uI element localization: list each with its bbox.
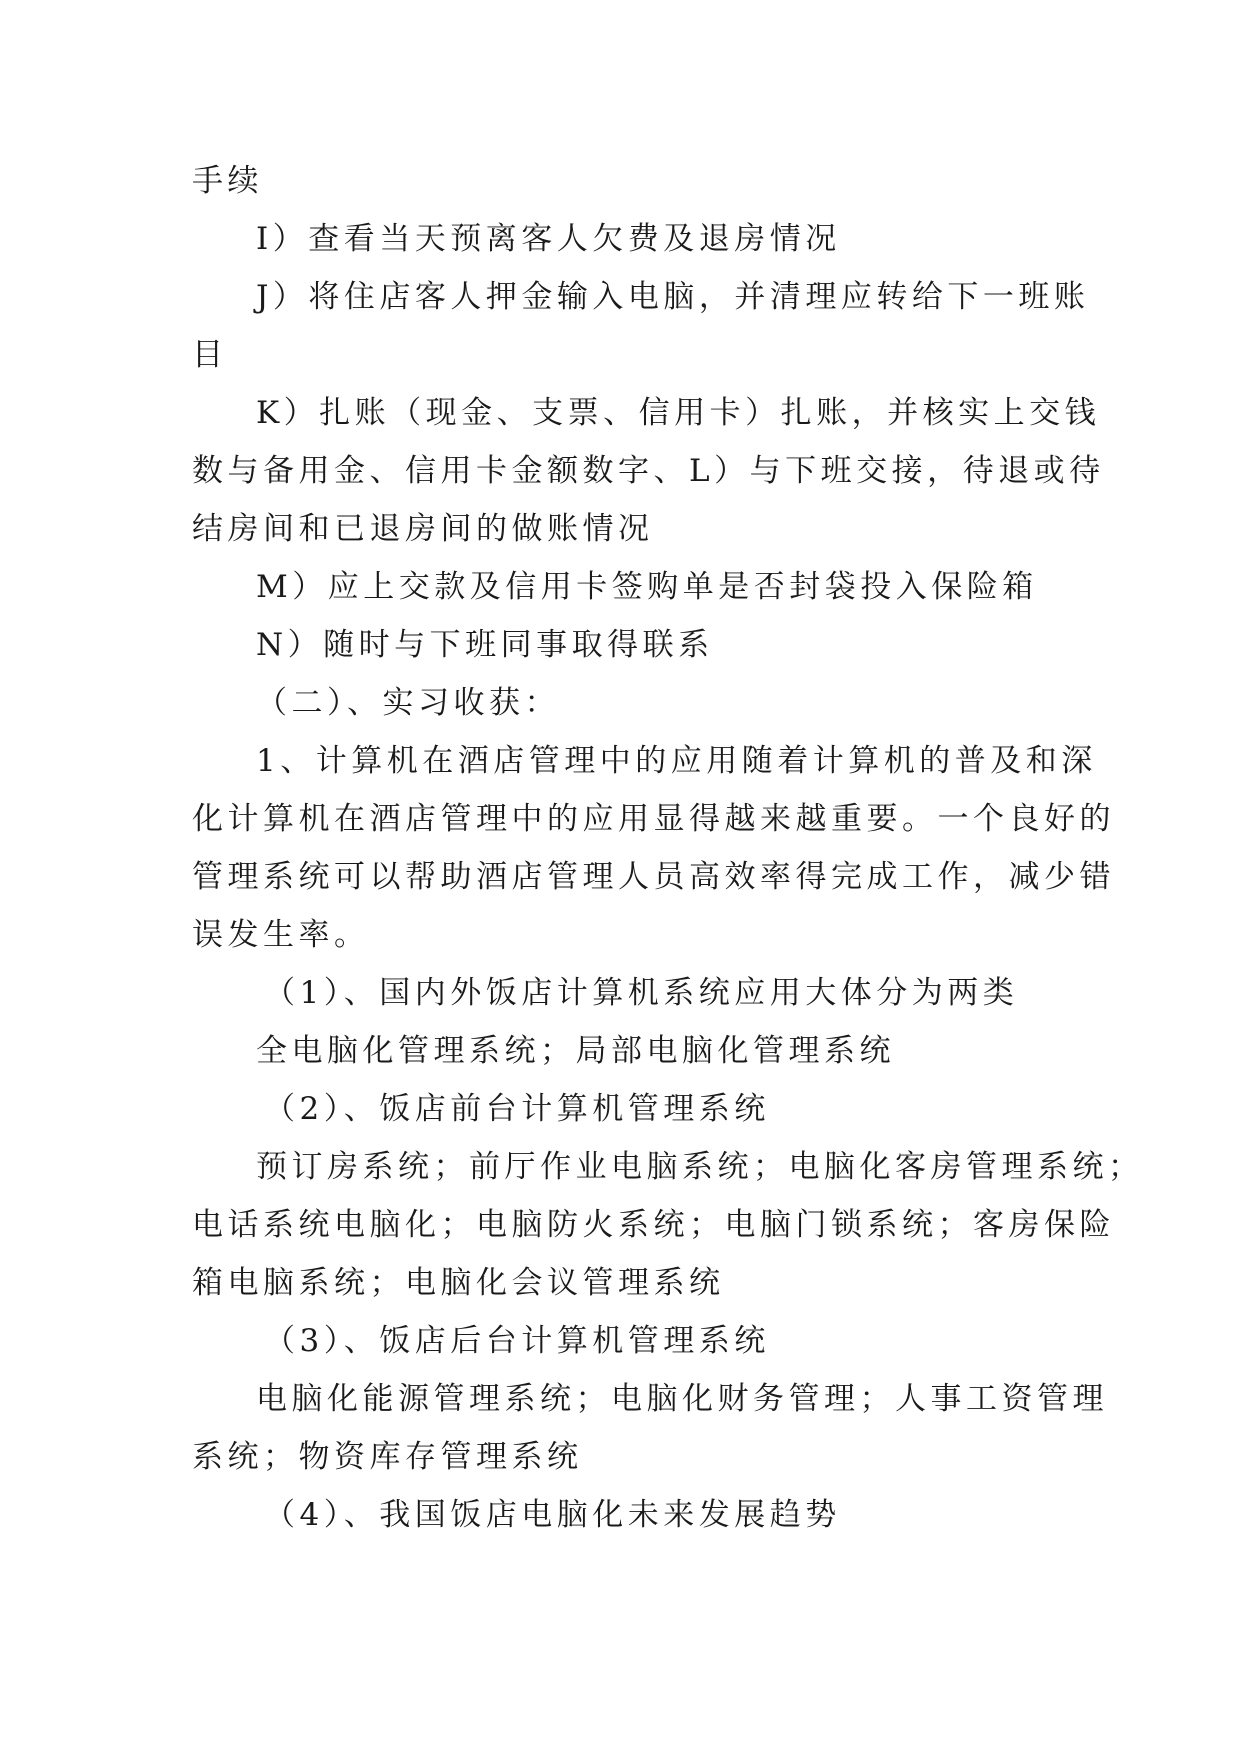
body-text: [192, 152, 1144, 1544]
text-line: 箱电脑系统；电脑化会议管理系统: [192, 1265, 725, 1301]
text-line: 1、计算机在酒店管理中的应用随着计算机的普及和深: [256, 743, 1097, 779]
subsection-heading: （1）、国内外饭店计算机系统应用大体分为两类: [264, 975, 1019, 1011]
subsection-heading: （3）、饭店后台计算机管理系统: [264, 1323, 770, 1359]
text-line: 化计算机在酒店管理中的应用显得越来越重要。一个良好的: [192, 801, 1115, 837]
text-line: I）查看当天预离客人欠费及退房情况: [256, 221, 841, 257]
text-line: K）扎账（现金、支票、信用卡）扎账，并核实上交钱: [256, 395, 1101, 431]
text-line: 全电脑化管理系统；局部电脑化管理系统: [256, 1033, 895, 1069]
text-line: 结房间和已退房间的做账情况: [192, 511, 654, 547]
text-line: 电脑化能源管理系统；电脑化财务管理；人事工资管理: [256, 1381, 1108, 1417]
subsection-heading: （2）、饭店前台计算机管理系统: [264, 1091, 770, 1127]
subsection-heading: （4）、我国饭店电脑化未来发展趋势: [264, 1497, 841, 1533]
section-heading: （二）、实习收获：: [256, 685, 560, 721]
text-line: 系统；物资库存管理系统: [192, 1439, 583, 1475]
text-line: 误发生率。: [192, 917, 370, 953]
text-line: 预订房系统；前厅作业电脑系统；电脑化客房管理系统；: [256, 1149, 1144, 1185]
text-line: 电话系统电脑化；电脑防火系统；电脑门锁系统；客房保险: [192, 1207, 1115, 1243]
text-line: 管理系统可以帮助酒店管理人员高效率得完成工作，减少错: [192, 859, 1115, 895]
text-line: M）应上交款及信用卡签购单是否封袋投入保险箱: [256, 569, 1038, 605]
text-line: 手续: [192, 163, 263, 199]
text-line: N）随时与下班同事取得联系: [256, 627, 714, 663]
text-line: 数与备用金、信用卡金额数字、L）与下班交接，待退或待: [192, 453, 1105, 489]
text-line: 目: [192, 337, 228, 373]
text-line: J）将住店客人押金输入电脑，并清理应转给下一班账: [256, 279, 1090, 315]
